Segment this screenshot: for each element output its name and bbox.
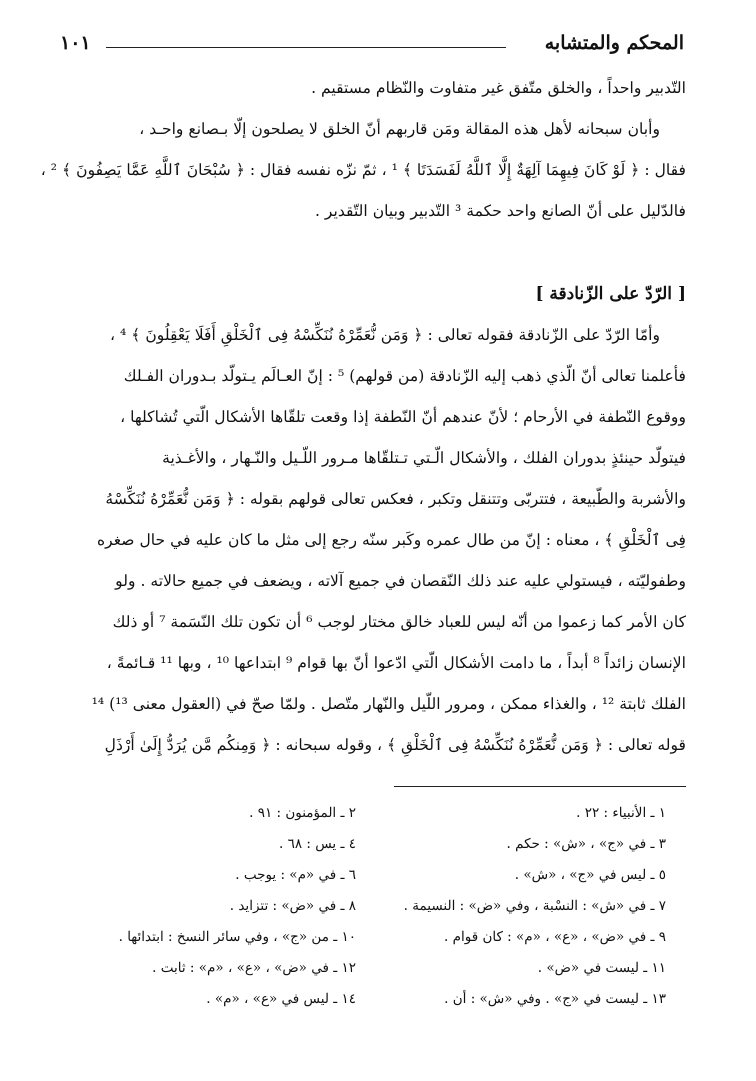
footnote: ١٢ ـ في «ض» ، «ع» ، «م» : ثابت . — [152, 960, 356, 976]
footnote-row — [66, 953, 686, 984]
footnote: ١١ ـ ليست في «ض» . — [537, 960, 666, 976]
footnote-row — [66, 798, 686, 829]
paragraph-line: كان الأمر كما زعموا من أنّه ليس للعباد خالق مختار لوجب ⁶ أن تكون تلك النّسَمة ⁷ أو ذلك — [112, 613, 686, 631]
paragraph-line: وطفوليّته ، فيستولي عليه عند ذلك النّقصان في جميع آلاته ، ويضعف في جميع حالاته . ولو — [115, 572, 686, 590]
paragraph-line: فالدّليل على أنّ الصانع واحد حكمة ³ التّدبير وبيان التّقدير . — [315, 202, 686, 220]
footnote: ٥ ـ ليس في «ج» ، «ش» . — [514, 867, 666, 883]
paragraph-line: الفلك ثابتة ¹² ، والغذاء ممكن ، ومرور اللّيل والنّهار متّصل . ولمّا صحّ في (العقول معنى ¹³) ¹⁴ — [91, 695, 686, 713]
footnote-row — [66, 829, 686, 860]
footnote: ٤ ـ يس : ٦٨ . — [278, 836, 356, 852]
paragraph-line: فِى ٱلْخَلْقِ ﴾ ، معناه : إنّ من طال عمره وكَبر سنّه رجع إلى مثل ما كان عليه في حال صغره — [96, 531, 686, 549]
footnote: ١٣ ـ ليست في «ج» . وفي «ش» : أن . — [444, 991, 666, 1007]
page-number: ١٠١ — [60, 32, 91, 54]
footnote: ٨ ـ في «ض» : تتزايد . — [229, 898, 356, 914]
footnote: ٧ ـ في «ش» : النسْبة ، وفي «ض» : النسيمة . — [403, 898, 666, 914]
paragraph-line: فأعلمنا تعالى أنّ الّذي ذهب إليه الزّنادقة (من قولهم) ⁵ : إنّ العـالَم يـتولّد بـدوران الفـلك — [123, 367, 686, 385]
paragraph-line: قوله تعالى : ﴿ وَمَن نُّعَمِّرْهُ نُنَكِّسْهُ فِى ٱلْخَلْقِ ﴾ ، وقوله سبحانه : ﴿ وَمِنكُم مَّن يُرَدُّ إِلَىٰ أَرْذَلِ — [104, 736, 686, 754]
footnotes — [66, 798, 686, 1015]
header-rule — [106, 47, 506, 48]
footnote-rule — [394, 786, 686, 787]
body-text — [40, 68, 686, 766]
footnote: ٣ ـ في «ج» ، «ش» : حكم . — [506, 836, 666, 852]
footnote: ٩ ـ في «ض» ، «ع» ، «م» : كان قوام . — [444, 929, 666, 945]
footnote: ٢ ـ المؤمنون : ٩١ . — [249, 805, 356, 821]
paragraph-line: ووقوع النّطفة في الأرحام ؛ لأنّ عندهم أنّ النّطفة إذا وقعت تلقّاها الأشكال الّتي تُشاكلها ، — [120, 408, 686, 426]
paragraph-line: التّدبير واحداً ، والخلق متّفق غير متفاوت والنّظام مستقيم . — [311, 79, 686, 97]
footnote-row — [66, 891, 686, 922]
footnote: ٦ ـ في «م» : يوجب . — [235, 867, 356, 883]
footnote: ١٠ ـ من «ج» ، وفي سائر النسخ : ابتدائها . — [118, 929, 356, 945]
footnote-row — [66, 984, 686, 1015]
paragraph-line: وأمّا الرّدّ على الزّنادقة فقوله تعالى : ﴿ وَمَن نُّعَمِّرْهُ نُنَكِّسْهُ فِى ٱلْخَلْقِ أَفَلَا يَعْقِلُونَ ﴾ ⁴ ، — [110, 326, 660, 344]
footnote-row — [66, 922, 686, 953]
footnote: ١ ـ الأنبياء : ٢٢ . — [576, 805, 666, 821]
paragraph-line: والأشربة والطّبيعة ، فتتربّى وتتنقل وتكبر ، فعكس تعالى قولهم بقوله : ﴿ وَمَن نُّعَمِّرْهُ نُنَكِّسْهُ — [105, 490, 686, 508]
paragraph-line: فقال : ﴿ لَوْ كَانَ فِيهِمَا آلِهَةٌ إِلَّا ٱللَّهُ لَفَسَدَتَا ﴾ ¹ ، ثمّ نزّه نفسه فقال : ﴿ سُبْحَانَ ٱللَّهِ عَمَّا يَصِفُونَ ﴾ ² ، — [40, 161, 686, 179]
footnote-row — [66, 860, 686, 891]
running-header — [60, 30, 684, 66]
paragraph-line: وأبان سبحانه لأهل هذه المقالة ومَن قاربهم أنّ الخلق لا يصلحون إلّا بـصانع واحـد ، — [139, 120, 660, 138]
section-heading: [ الرّدّ على الزّنادقة ] — [535, 284, 686, 304]
footnote: ١٤ ـ ليس في «ع» ، «م» . — [206, 991, 356, 1007]
paragraph-line: الإنسان زائداً ⁸ أبداً ، ما دامت الأشكال الّتي ادّعوا أنّ بها قوام ⁹ ابتداعها ¹⁰ ، وبها ¹¹ قـائمةً ، — [106, 654, 686, 672]
paragraph-line: فيتولّد حينئذٍ بدوران الفلك ، والأشكال الّـتي تـتلقّاها مـرور اللّـيل والنّـهار ، والأغـذية — [162, 449, 686, 467]
chapter-title: المحكم والمتشابه — [544, 32, 684, 54]
